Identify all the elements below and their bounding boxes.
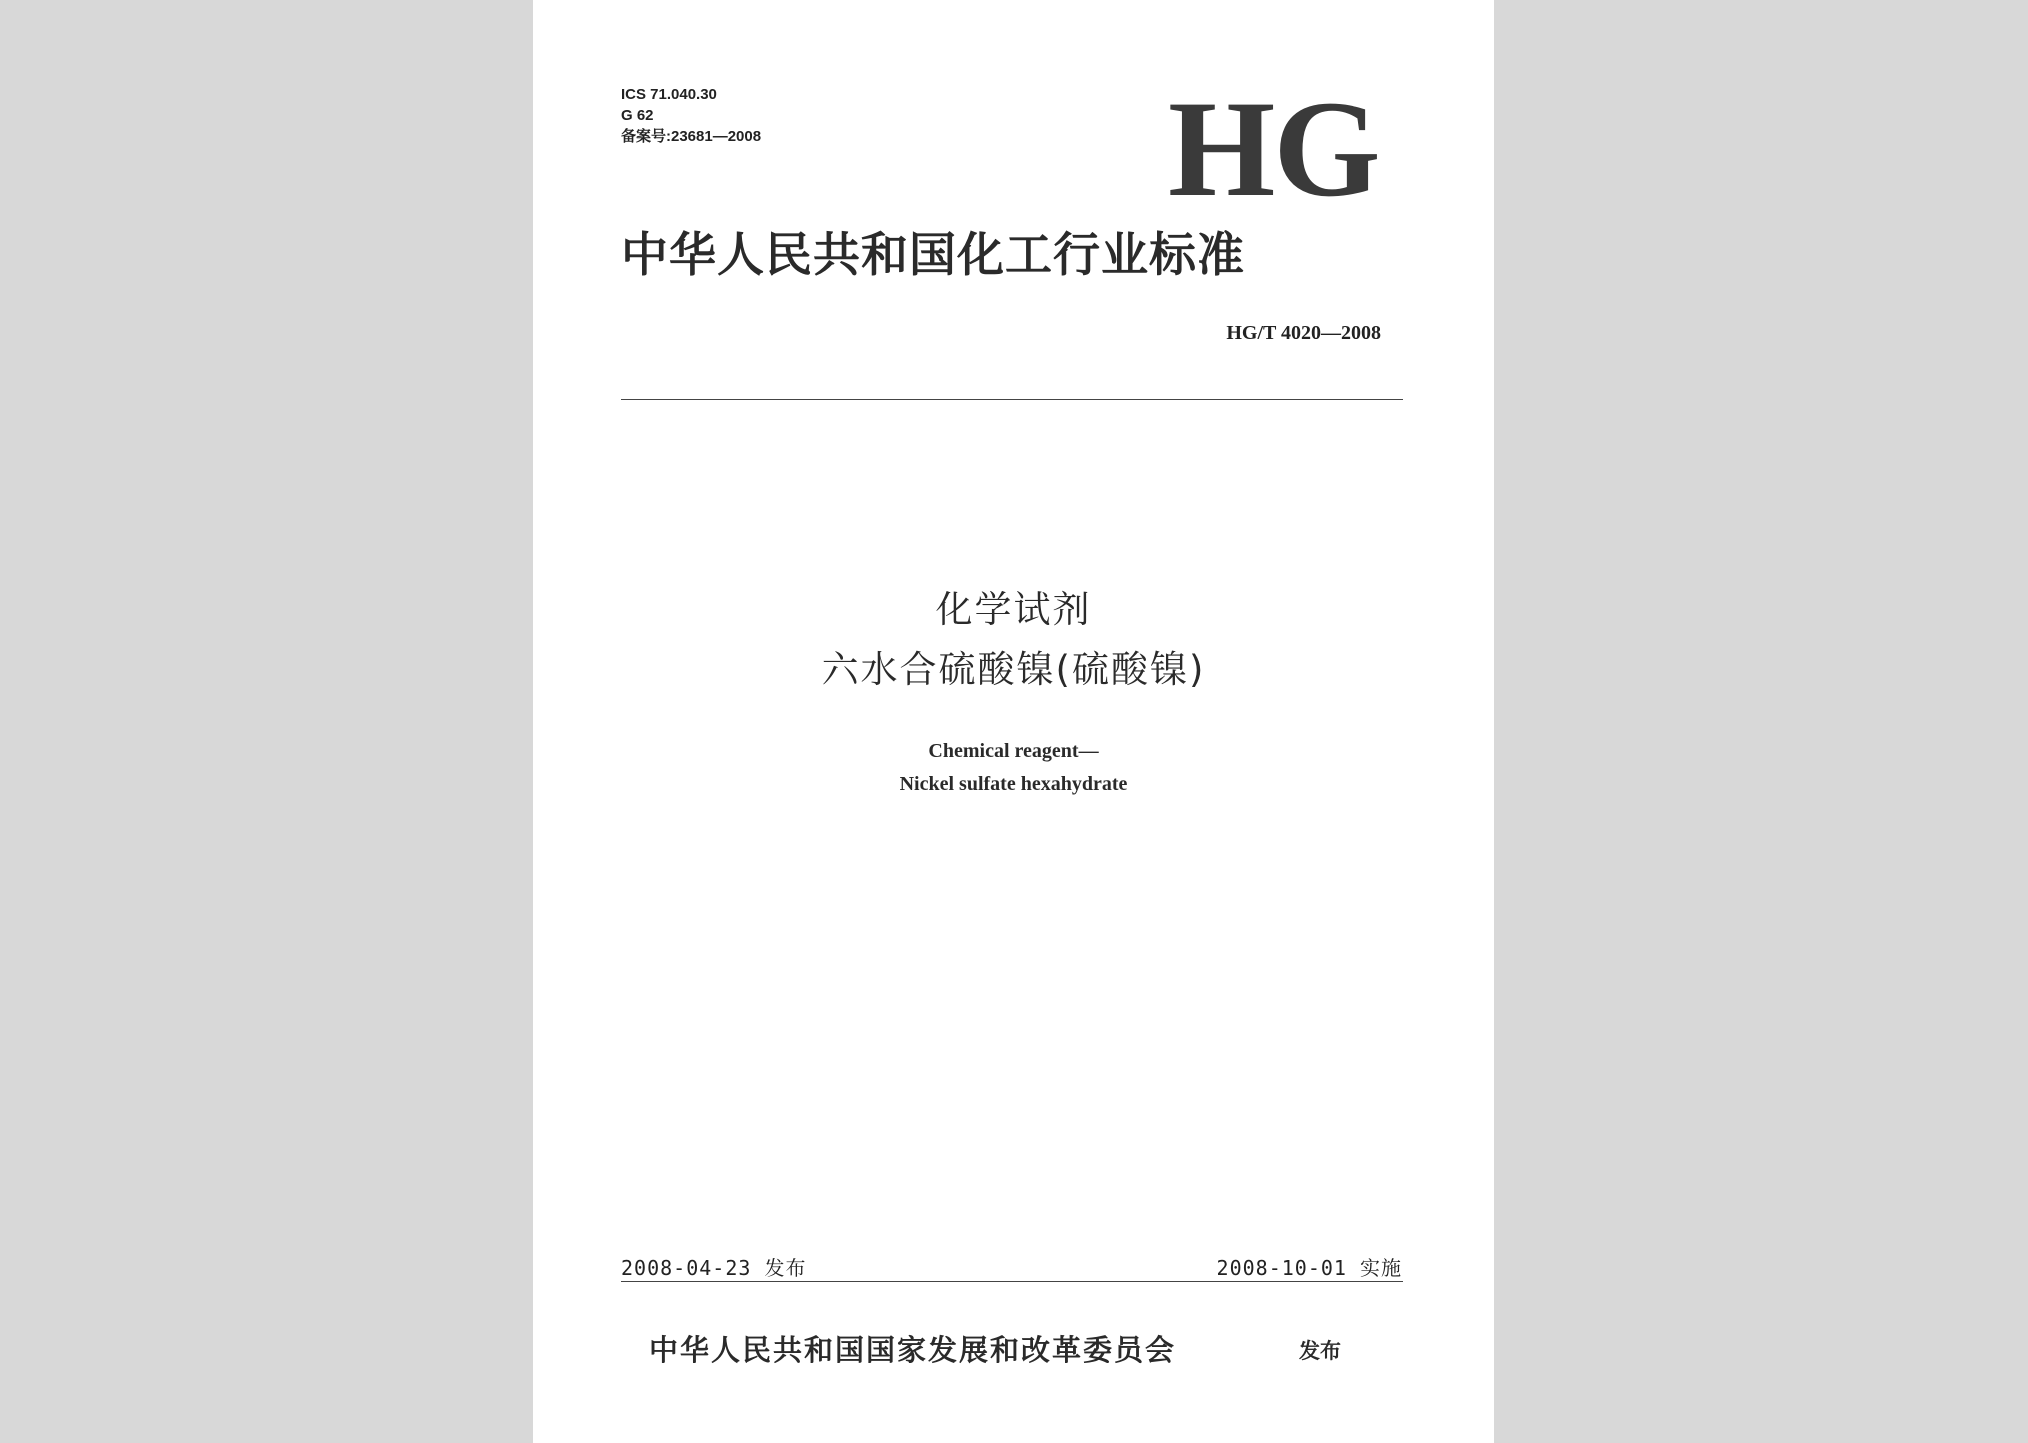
filing-number: 备案号:23681—2008: [621, 128, 762, 145]
standard-authority-title: 中华人民共和国化工行业标准: [621, 228, 1245, 283]
implementation-date: 2008-10-01 实施: [1216, 1256, 1402, 1280]
ccs-code: G 62: [621, 107, 654, 124]
classification-block: [621, 84, 761, 147]
top-divider: [621, 399, 1403, 400]
title-en-line1: Chemical reagent—: [928, 740, 1099, 762]
issue-date: 2008-04-23 发布: [621, 1256, 807, 1280]
ics-code: ICS 71.040.30: [621, 86, 717, 103]
bottom-divider: [621, 1281, 1403, 1282]
document-page: [533, 0, 1494, 1443]
standard-code: HG/T 4020—2008: [1226, 322, 1381, 344]
publisher-name: 中华人民共和国国家发展和改革委员会: [649, 1333, 1177, 1367]
title-cn-line2: 六水合硫酸镍(硫酸镍): [821, 648, 1206, 691]
hg-logo: HG: [1168, 72, 1379, 225]
title-cn-line1: 化学试剂: [935, 588, 1092, 631]
publisher-suffix: 发布: [1299, 1339, 1341, 1363]
title-en-line2: Nickel sulfate hexahydrate: [899, 773, 1128, 795]
